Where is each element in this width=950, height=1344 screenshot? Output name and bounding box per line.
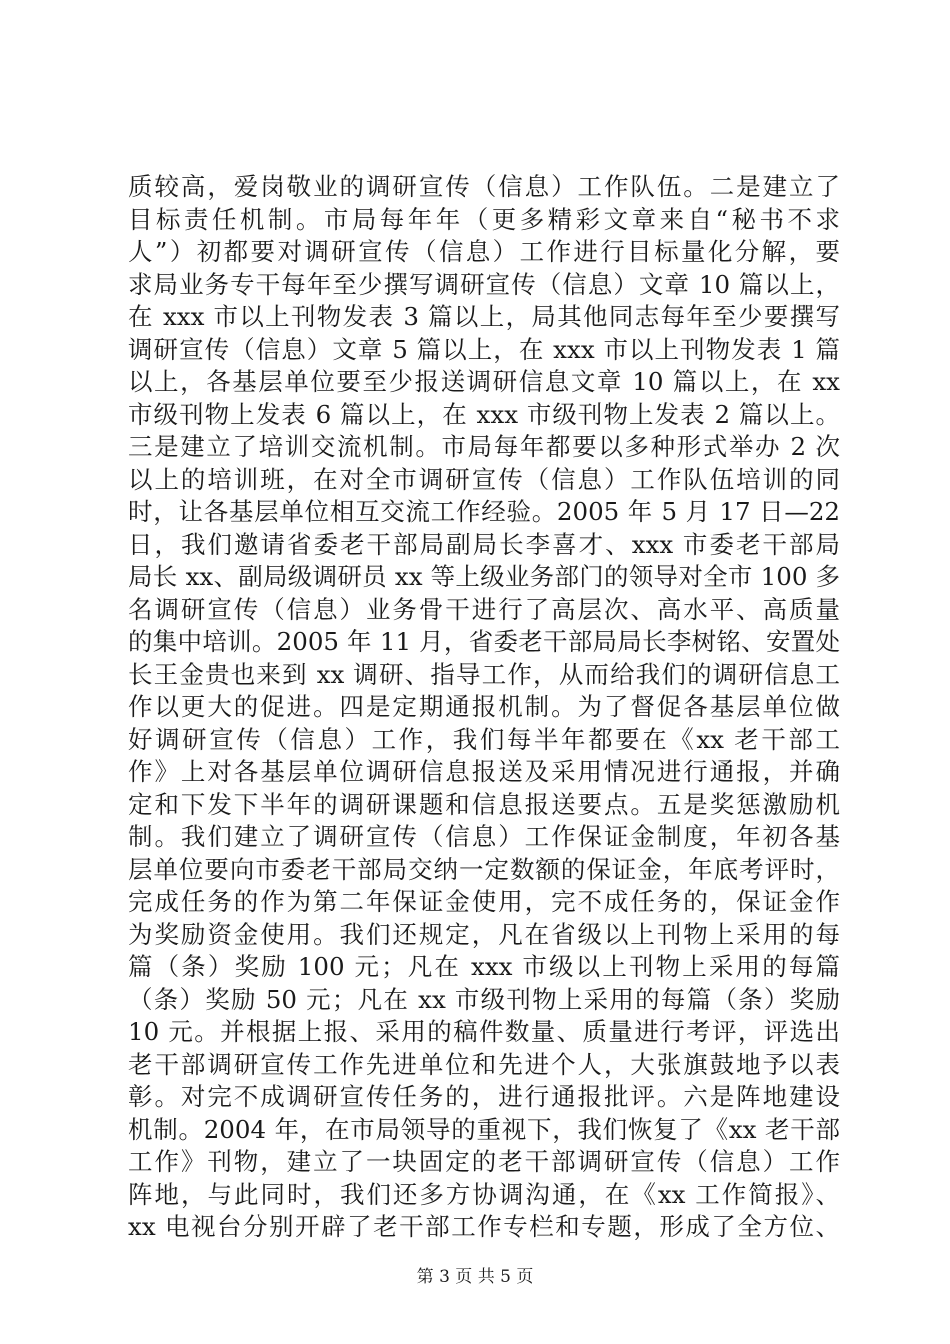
text-line: 以上，各基层单位要至少报送调研信息文章 10 篇以上，在 xx (128, 367, 840, 396)
text-line: 时，让各基层单位相互交流工作经验。2005 年 5 月 17 日—22 (128, 497, 840, 526)
text-line: 彰。对完不成调研宣传任务的，进行通报批评。六是阵地建设 (128, 1082, 840, 1111)
text-line: 求局业务专干每年至少撰写调研宣传（信息）文章 10 篇以上， (128, 269, 840, 299)
text-line: 层单位要向市委老干部局交纳一定数额的保证金，年底考评时， (128, 854, 840, 884)
text-line: 质较高，爱岗敬业的调研宣传（信息）工作队伍。二是建立了 (128, 172, 840, 201)
text-line: 制。我们建立了调研宣传（信息）工作保证金制度，年初各基 (128, 822, 840, 851)
text-line: 日，我们邀请省委老干部局副局长李喜才、xxx 市委老干部局 (128, 529, 840, 559)
text-line: 市级刊物上发表 6 篇以上，在 xxx 市级刊物上发表 2 篇以上。 (128, 399, 840, 429)
text-line: 的集中培训。2005 年 11 月，省委老干部局局长李树铭、安置处 (128, 627, 840, 656)
text-line: 阵地，与此同时，我们还多方协调沟通，在《xx 工作简报》、 (128, 1179, 840, 1209)
text-line: 好调研宣传（信息）工作，我们每半年都要在《xx 老干部工 (128, 724, 840, 754)
text-line: 在 xxx 市以上刊物发表 3 篇以上，局其他同志每年至少要撰写 (128, 302, 840, 331)
text-line: 人”）初都要对调研宣传（信息）工作进行目标量化分解，要 (128, 237, 840, 266)
text-line: 篇（条）奖励 100 元；凡在 xxx 市级以上刊物上采用的每篇 (128, 952, 840, 981)
text-line: 三是建立了培训交流机制。市局每年都要以多种形式举办 2 次 (128, 432, 840, 461)
text-line: 完成任务的作为第二年保证金使用，完不成任务的，保证金作 (128, 887, 840, 916)
text-line: 10 元。并根据上报、采用的稿件数量、质量进行考评，评选出 (128, 1017, 840, 1046)
text-line: 调研宣传（信息）文章 5 篇以上，在 xxx 市以上刊物发表 1 篇 (128, 334, 840, 364)
page-number-footer: 第 3 页 共 5 页 (416, 1267, 534, 1287)
text-line: 为奖励资金使用。我们还规定，凡在省级以上刊物上采用的每 (128, 919, 840, 949)
text-line: 长王金贵也来到 xx 调研、指导工作，从而给我们的调研信息工 (128, 659, 840, 689)
text-line: 工作》刊物，建立了一块固定的老干部调研宣传（信息）工作 (128, 1147, 840, 1176)
text-line: 老干部调研宣传工作先进单位和先进个人，大张旗鼓地予以表 (128, 1049, 840, 1079)
text-line: 作以更大的促进。四是定期通报机制。为了督促各基层单位做 (128, 692, 840, 721)
text-line: xx 电视台分别开辟了老干部工作专栏和专题，形成了全方位、 (128, 1212, 840, 1241)
text-line: 机制。2004 年，在市局领导的重视下，我们恢复了《xx 老干部 (128, 1114, 840, 1144)
text-line: 目标责任机制。市局每年年（更多精彩文章来自“秘书不求 (128, 204, 840, 234)
text-line: 名调研宣传（信息）业务骨干进行了高层次、高水平、高质量 (128, 594, 840, 624)
text-line: 局长 xx、副局级调研员 xx 等上级业务部门的领导对全市 100 多 (128, 562, 840, 591)
text-line: 定和下发下半年的调研课题和信息报送要点。五是奖惩激励机 (128, 789, 840, 819)
text-line: 以上的培训班，在对全市调研宣传（信息）工作队伍培训的同 (128, 464, 840, 494)
text-line: （条）奖励 50 元；凡在 xx 市级刊物上采用的每篇（条）奖励 (128, 984, 840, 1014)
text-line: 作》上对各基层单位调研信息报送及采用情况进行通报，并确 (128, 757, 840, 786)
body-text (128, 171, 840, 1244)
